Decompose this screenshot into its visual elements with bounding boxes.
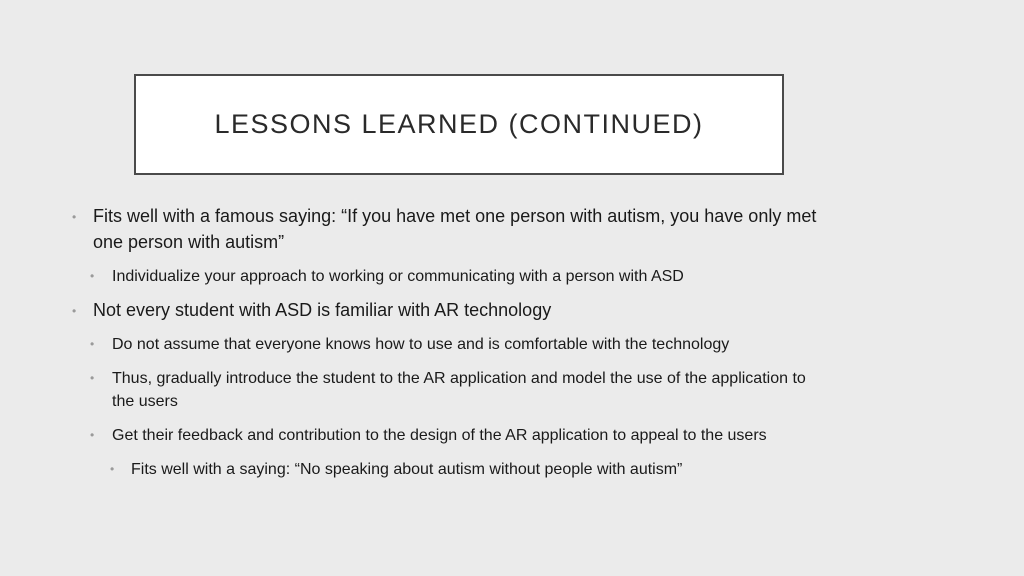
bullet-dot-icon: •: [90, 269, 95, 283]
bullet-level2-gradually-introduce: [72, 367, 832, 413]
bullet-dot-icon: •: [110, 462, 115, 476]
bullet-text: Get their feedback and contribution to the design of the AR application to appeal to the users: [112, 427, 767, 444]
bullet-text: Not every student with ASD is familiar with AR technology: [93, 300, 552, 320]
bullet-level2-individualize: [72, 265, 832, 288]
bullet-level1-ar-familiarity: [72, 297, 832, 323]
bullet-level2-get-feedback: [72, 424, 832, 447]
bullet-text: Fits well with a saying: “No speaking about autism without people with autism”: [131, 461, 683, 478]
bullet-text: Fits well with a famous saying: “If you have met one person with autism, you have only met one person with autism”: [93, 206, 817, 252]
bullet-dot-icon: •: [90, 337, 95, 351]
bullet-level3-no-speaking: [72, 458, 832, 481]
bullet-level2-do-not-assume: [72, 333, 832, 356]
bullet-text: Do not assume that everyone knows how to use and is comfortable with the technology: [112, 336, 730, 353]
slide-title: LESSONS LEARNED (CONTINUED): [214, 109, 704, 139]
bullet-level1-famous-saying: [72, 203, 832, 255]
bullet-dot-icon: •: [90, 371, 95, 385]
bullet-text: Individualize your approach to working or communicating with a person with ASD: [112, 268, 684, 285]
bullet-dot-icon: •: [72, 210, 77, 224]
bullet-list: [72, 203, 832, 491]
title-box: [134, 74, 784, 175]
bullet-dot-icon: •: [72, 304, 77, 318]
bullet-text: Thus, gradually introduce the student to the AR application and model the use of the application to the users: [112, 370, 806, 410]
bullet-dot-icon: •: [90, 428, 95, 442]
